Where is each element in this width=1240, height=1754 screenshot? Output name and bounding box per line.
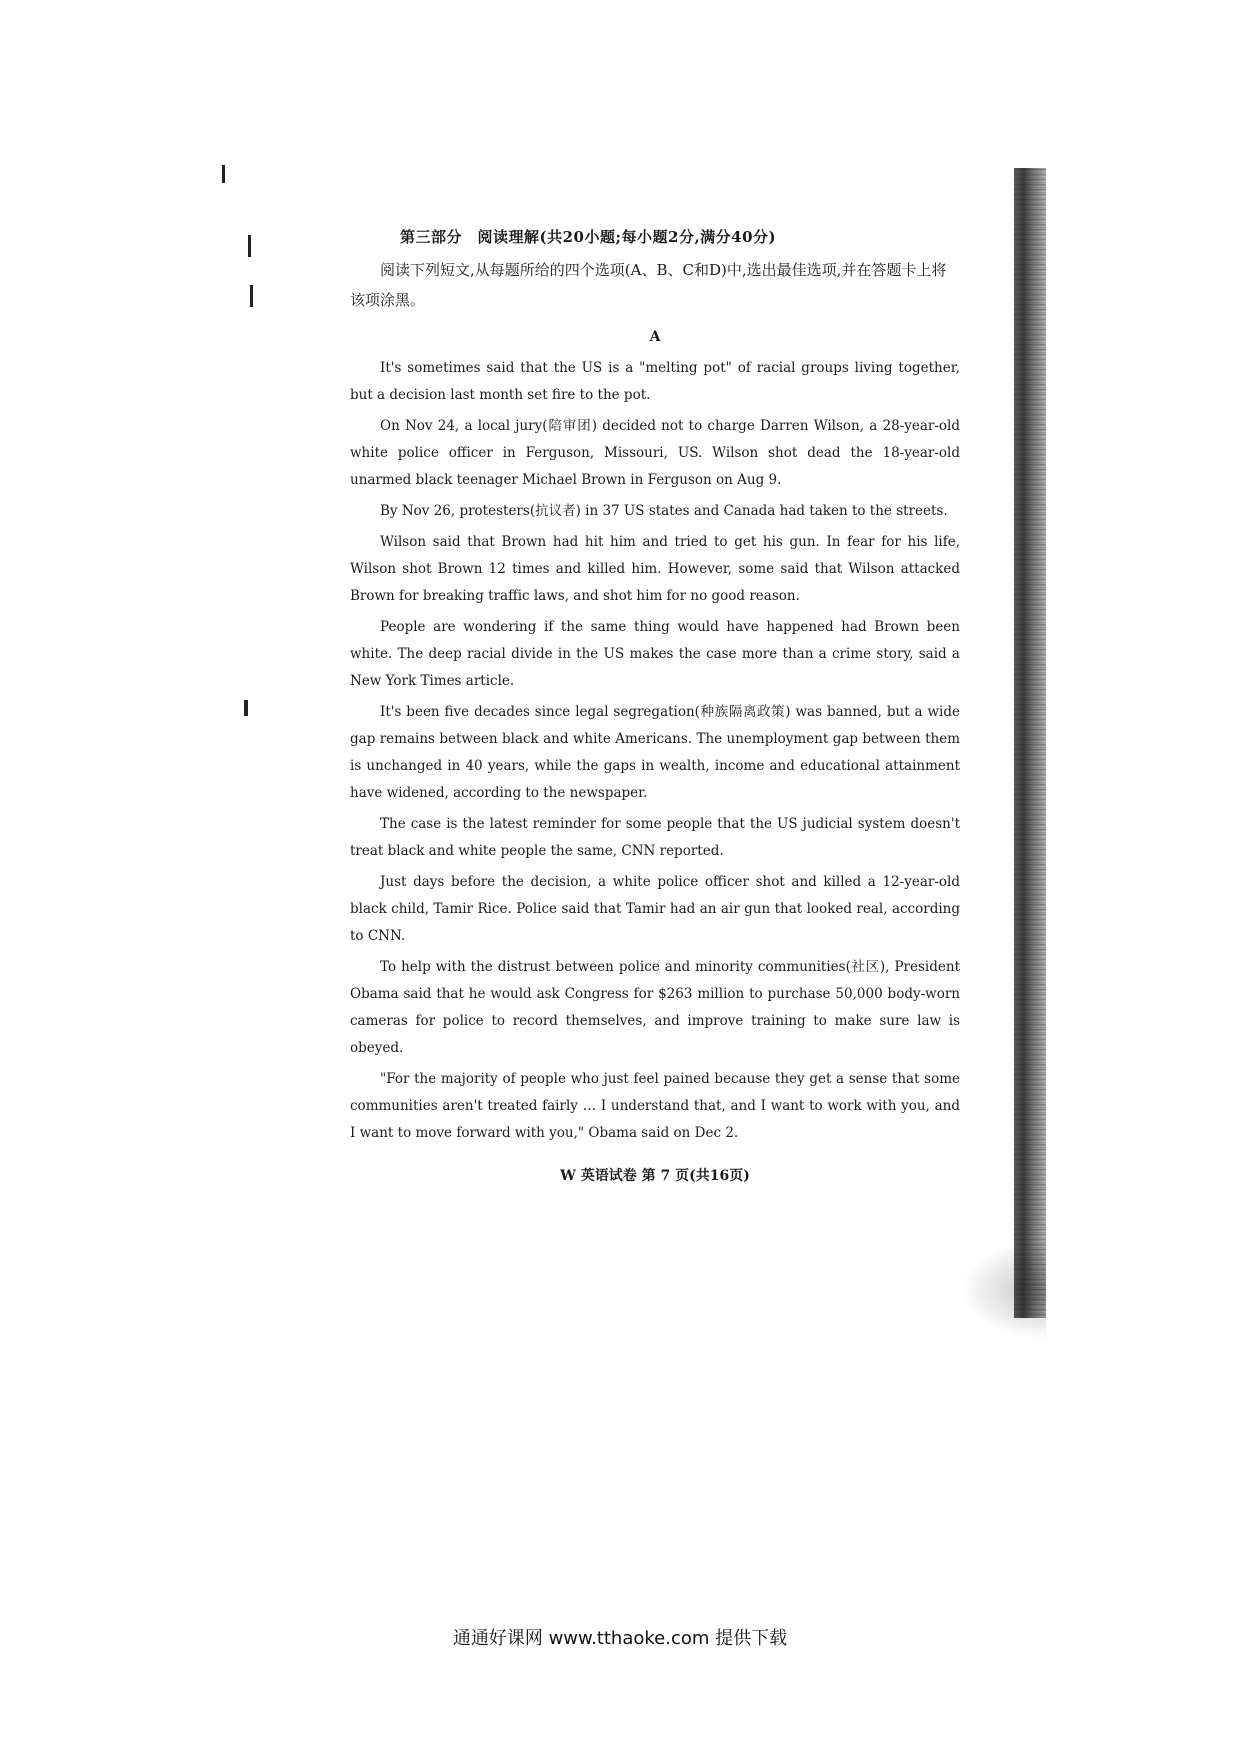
passage-paragraph: To help with the distrust between police and minority communities(社区), President Obama said that he would ask Congress for $263 million to purchase 50,000 body-worn cameras for police to record themselves, and improve training to make sure law is obeyed. <box>350 959 960 1056</box>
passage-paragraph: Wilson said that Brown had hit him and tried to get his gun. In fear for his life, Wilson shot Brown 12 times and killed him. However, some said that Wilson attacked Brown for breaking traffic laws, and shot him for no good reason. <box>350 534 960 604</box>
passage-paragraph: Just days before the decision, a white police officer shot and killed a 12-year-old black child, Tamir Rice. Police said that Tamir had an air gun that looked real, according to CNN. <box>350 874 960 944</box>
section-instructions: 阅读下列短文,从每题所给的四个选项(A、B、C和D)中,选出最佳选项,并在答题卡上将该项涂黑。 <box>350 261 947 309</box>
scan-edge-fade <box>960 1240 1046 1340</box>
site-footer: 通通好课网 www.tthaoke.com 提供下载 <box>452 1628 788 1649</box>
scan-edge-shadow <box>1014 168 1046 1318</box>
margin-mark <box>244 700 248 716</box>
exam-content <box>350 226 960 1185</box>
passage-label: A <box>649 329 661 345</box>
passage-paragraph: People are wondering if the same thing would have happened had Brown been white. The deep racial divide in the US makes the case more than a crime story, said a New York Times article. <box>350 619 960 689</box>
margin-mark <box>248 235 251 257</box>
passage-paragraph: The case is the latest reminder for some people that the US judicial system doesn't treat black and white people the same, CNN reported. <box>350 816 960 859</box>
passage-paragraph: "For the majority of people who just feel pained because they get a sense that some communities aren't treated fairly … I understand that, and I want to work with you, and I want to move forward with you," Obama said on Dec 2. <box>350 1071 960 1141</box>
passage-paragraph: It's sometimes said that the US is a "melting pot" of racial groups living together, but a decision last month set fire to the pot. <box>350 360 960 403</box>
passage-paragraph: By Nov 26, protesters(抗议者) in 37 US states and Canada had taken to the streets. <box>380 503 948 519</box>
margin-mark <box>250 285 253 307</box>
passage-paragraph: It's been five decades since legal segregation(种族隔离政策) was banned, but a wide gap remains between black and white Americans. The unemployment gap between them is unchanged in 40 years, while the gaps in wealth, income and educational attainment have widened, according to the newspaper. <box>350 704 960 801</box>
section-title: 第三部分 阅读理解(共20小题;每小题2分,满分40分) <box>400 228 777 246</box>
margin-mark <box>222 165 225 183</box>
passage-paragraph: On Nov 24, a local jury(陪审团) decided not to charge Darren Wilson, a 28-year-old white police officer in Ferguson, Missouri, US. Wilson shot dead the 18-year-old unarmed black teenager Michael Brown in Ferguson on Aug 9. <box>350 418 960 488</box>
page-number-footer: W 英语试卷 第 7 页(共16页) <box>560 1168 750 1184</box>
